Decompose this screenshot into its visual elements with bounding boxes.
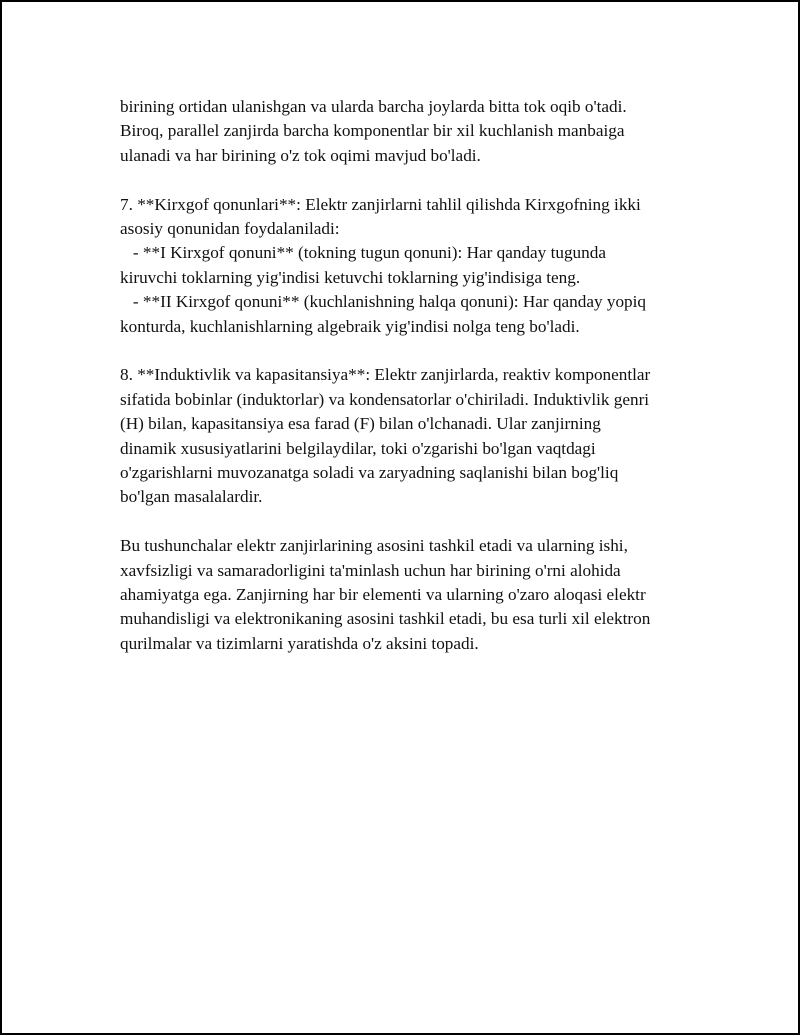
paragraph-conclusion <box>120 534 710 656</box>
paragraph-spacer <box>120 510 710 534</box>
text-line: Biroq, parallel zanjirda barcha komponentlar bir xil kuchlanish manbaiga <box>120 121 625 141</box>
text-line: o'zgarishlarni muvozanatga soladi va zaryadning saqlanishi bilan bog'liq <box>120 463 619 483</box>
text-line: qurilmalar va tizimlarni yaratishda o'z aksini topadi. <box>120 633 479 653</box>
text-line: ahamiyatga ega. Zanjirning har bir elementi va ularning o'zaro aloqasi elektr <box>120 585 646 605</box>
text-line: sifatida bobinlar (induktorlar) va kondensatorlar o'chiriladi. Induktivlik genri <box>120 389 650 409</box>
text-line: - **I Kirxgof qonuni** (tokning tugun qonuni): Har qanday tugunda <box>120 243 606 263</box>
text-line: kiruvchi toklarning yig'indisi ketuvchi toklarning yig'indisiga teng. <box>120 267 581 287</box>
section-kirchhoff-laws <box>120 193 710 339</box>
paragraph-intro <box>120 95 710 168</box>
text-line: (H) bilan, kapasitansiya esa farad (F) bilan o'lchanadi. Ular zanjirning <box>120 414 601 434</box>
text-line: bo'lgan masalalardir. <box>120 487 263 507</box>
text-line: xavfsizligi va samaradorligini ta'minlash uchun har birining o'rni alohida <box>120 560 621 580</box>
text-line: Bu tushunchalar elektr zanjirlarining asosini tashkil etadi va ularning ishi, <box>120 536 628 556</box>
text-line: - **II Kirxgof qonuni** (kuchlanishning halqa qonuni): Har qanday yopiq <box>120 292 647 312</box>
text-line: dinamik xususiyatlarini belgilaydilar, toki o'zgarishi bo'lgan vaqtdagi <box>120 438 596 458</box>
text-line: birining ortidan ulanishgan va ularda barcha joylarda bitta tok oqib o'tadi. <box>120 97 627 116</box>
text-line: ulanadi va har birining o'z tok oqimi mavjud bo'ladi. <box>120 145 481 165</box>
text-line: asosiy qonunidan foydalaniladi: <box>120 219 340 239</box>
text-line: 7. **Kirxgof qonunlari**: Elektr zanjirlarni tahlil qilishda Kirxgofning ikki <box>120 194 641 214</box>
paragraph-spacer <box>120 168 710 192</box>
text-line: muhandisligi va elektronikaning asosini tashkil etadi, bu esa turli xil elektron <box>120 609 651 629</box>
text-line: 8. **Induktivlik va kapasitansiya**: Elektr zanjirlarda, reaktiv komponentlar <box>120 365 651 385</box>
text-line: konturda, kuchlanishlarning algebraik yig'indisi nolga teng bo'ladi. <box>120 316 580 336</box>
paragraph-spacer <box>120 339 710 363</box>
document-body <box>120 95 710 656</box>
section-inductance-capacitance <box>120 363 710 509</box>
